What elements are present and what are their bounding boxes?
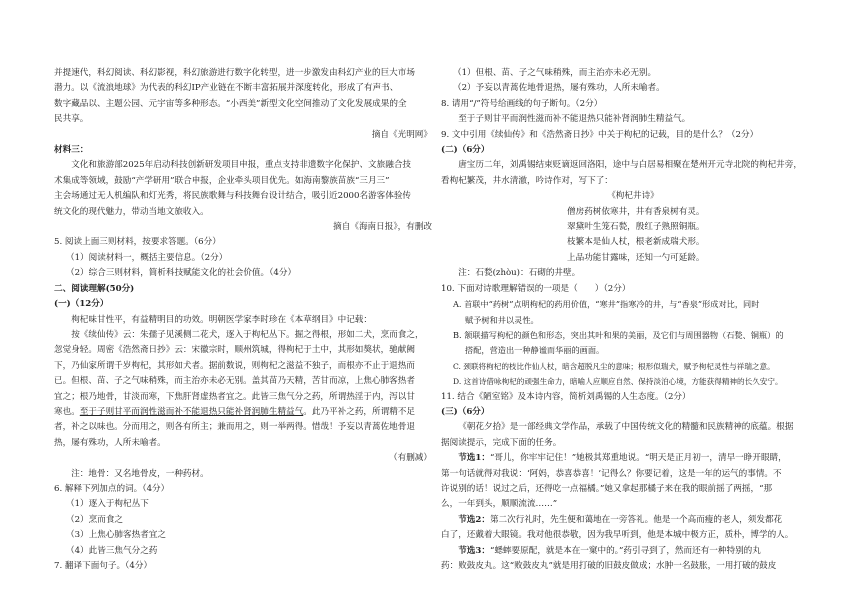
- passage-note: 注：地骨：又名地骨皮，一种药材。: [71, 468, 209, 479]
- question-6-item: （2）烹而食之: [66, 514, 124, 525]
- section-3-intro-line: 《朝花夕拾》是一部经典文学作品，承载了中国传统文化的精髓和民族精神的底蕴。根据: [458, 422, 794, 433]
- passage-text: 寒也。: [54, 406, 80, 417]
- excerpt-1-line: 许说别的话！说过之后，还得吃一点福橘。”她又拿起那橘子来在我的眼前摇了两摇，“那: [441, 483, 773, 494]
- question-7-2: （2）予妄以青蒿佐地骨退热，屡有殊功，人所未喻者。: [453, 83, 665, 94]
- question-6: 6. 解释下列加点的词。（4分）: [54, 483, 170, 494]
- right-column: [441, 66, 825, 574]
- question-7: 7. 翻译下面句子。（4分）: [54, 561, 153, 571]
- left-column: [54, 66, 436, 574]
- passage-source: （有删减）: [389, 453, 432, 464]
- question-11: 11. 结合《陋室铭》及本诗内容，简析刘禹锡的人生态度。（2分）: [441, 391, 691, 402]
- passage-line: 下，乃仙家所谓千岁枸杞，其形如犬者。据前数说，则枸杞之滋益不独子，而根亦不止于退热而: [54, 360, 415, 371]
- passage-line: 忽觉身轻。周密《浩然斋日抄》云：宋徽宗时，顺州筑城，得枸杞于土中，其形如獒状，驰献阙: [54, 345, 415, 356]
- question-10-option-b: B. 颔联描写枸杞的颜色和形态，突出其叶和果的美丽，及它们与周围器物（石甃、铜瓶）的: [453, 329, 784, 340]
- poem-line: 上品功能甘露味，还知一勺可延龄。: [567, 252, 705, 263]
- material3-line: 统文化的现代魅力，带动当地文旅收入。: [54, 206, 209, 217]
- question-10-option-b-cont: 搭配，营造出一种静谧而华丽的画面。: [465, 345, 605, 356]
- section-3-intro-line: 据阅读提示，完成下面的任务。: [441, 437, 562, 448]
- question-10-option-a-cont: 赋予树和井以灵性。: [465, 314, 539, 325]
- material3-line: 主会场通过无人机编队和灯光秀，将民族歌舞与科技舞台设计结合，吸引近2000名游客体验传: [54, 191, 412, 202]
- question-9: 9. 文中引用《续仙传》和《浩然斋日抄》中关于枸杞的记载，目的是什么？（2分）: [441, 129, 759, 140]
- passage-line: 宜之；根乃地骨，甘淡而寒，下焦肝肾虚热者宜之。此皆三焦气分之药，所谓热淫于内，泻以甘: [54, 391, 415, 402]
- passage-line: 者，补之以味也。分而用之，则各有所主；兼而用之，则一举两得。惜哉！予妄以青蒿佐地骨退: [54, 422, 415, 433]
- passage-line: 热，屡有殊功，人所未喻者。: [54, 437, 166, 448]
- poem-line: 翠黛叶生笼石甃，殷红子熟照铜瓶。: [567, 222, 705, 233]
- excerpt-3-line: 药：败鼓皮丸。这“败鼓皮丸”就是用打破的旧鼓皮做成；水肿一名鼓胀，一用打破的鼓皮: [441, 561, 777, 571]
- excerpt-2-label: 节选2：: [458, 514, 490, 525]
- question-10-option-d: D. 这首诗借咏枸杞的顽强生命力，暗喻人应顺应自然、保持淡泊心境，方能获得精神的长久安宁。: [453, 377, 783, 387]
- question-8: 8. 请用“/”符号给画线的句子断句。（2分）: [441, 98, 603, 109]
- material2-source: 摘自《光明网》: [371, 129, 432, 140]
- excerpt-1-line: 第一句话就得对我说：‘阿妈，恭喜恭喜！’记得么？你要记着，这是一年的运气的事情。不: [441, 468, 782, 479]
- material2-tail-line: 潜力。以《流浪地球》为代表的科幻IP产业链在不断丰富拓展并深度转化，形成了有声书、: [54, 83, 399, 94]
- material3-line: 文化和旅游部2025年启动科技创新研发项目申报，重点支持非遗数字化保护、文旅融合技: [71, 160, 412, 171]
- question-10-option-a: A. 首联中“药树”点明枸杞的药用价值，“寒井”指寒冷的井，与“香泉”形成对比，同时: [453, 299, 760, 310]
- material3-title: 材料三：: [54, 145, 89, 156]
- question-10-option-c: C. 颈联将枸杞的枝比作仙人杖，暗含超脱凡尘的意味；根形似瑞犬，赋予枸杞灵性与祥瑞之意。: [453, 361, 775, 371]
- subsection-3-heading: (三)（6分）: [441, 406, 490, 417]
- question-7-1: （1）但根、苗、子之气味稍殊，而主治亦未必无别。: [453, 68, 657, 78]
- underlined-sentence: 至于子则甘平而润性滋而补不能退热只能补肾润肺生精益气: [79, 406, 304, 417]
- excerpt-2-line: 白了，还戴着大眼镜。我对他很恭敬，因为我早听到，他是本城中极方正，质朴，博学的人。: [441, 530, 794, 541]
- excerpt-3-line: [441, 544, 825, 559]
- passage-line: 按《续仙传》云：朱孺子见溪侧二花犬，逐入于枸杞丛下。掘之得根，形如二犬，烹而食之，: [71, 329, 424, 340]
- material3-source: 摘自《海南日报》，有删改: [333, 222, 432, 233]
- passage-text: 。此乃平补之药，所谓精不足: [303, 406, 415, 417]
- passage-intro: 枸杞味甘性平，有益精明目的功效。明朝医学家李时珍在《本草纲目》中记载：: [71, 314, 372, 325]
- poem-title: 《枸杞井诗》: [607, 191, 659, 202]
- passage-line: 已。但根、苗、子之气味稍殊，而主治亦未必无别。盖其苗乃天精，苦甘而凉，上焦心肺客热者: [54, 376, 415, 387]
- question-6-item: （1）逐入于枸杞丛下: [66, 499, 149, 510]
- material2-tail-line: 数字藏品以、主题公园、元宇宙等多种形态。“小西美”新型文化空间推动了文化发展成果的全: [54, 98, 407, 109]
- question-8-text: 至于子则甘平而润性滋而补不能退热只能补肾润肺生精益气。: [458, 114, 691, 125]
- excerpt-2-line: [441, 513, 825, 528]
- excerpt-1-line: 么，一年到头，顺顺流流……”: [441, 499, 558, 510]
- excerpt-1-line: [441, 451, 825, 466]
- material3-line: 术集成等领域，鼓励“产学研用”联合申报，企业牵头项目优先。如海南黎族苗族“三月三”: [54, 175, 390, 186]
- poem-intro-line: 唐宝历二年，刘禹锡结束贬谪返回洛阳，途中与白居易相聚在楚州开元寺北院的枸杞井旁，: [458, 160, 802, 171]
- excerpt-3-label: 节选3：: [458, 545, 490, 556]
- excerpt-1-label: 节选1：: [458, 453, 490, 464]
- poem-line: 枝繁本是仙人杖，根老新成瑞犬形。: [567, 237, 705, 248]
- question-6-item: （3）上焦心肺客热者宜之: [66, 530, 166, 541]
- question-10: 10. 下面对诗歌理解错误的一项是（ ）（2分）: [441, 283, 631, 294]
- question-5-1: （1）阅读材料一，概括主要信息。（2分）: [66, 252, 228, 263]
- section-2-heading: 二、阅读理解(50分): [54, 283, 135, 294]
- passage-line: [54, 405, 436, 420]
- excerpt-3-text: “蟋蟀要原配，就是本在一窠中的。”药引寻到了，然而还有一种特别的丸: [489, 545, 761, 556]
- subsection-1-heading: (一)（12分）: [54, 299, 109, 310]
- subsection-2-heading: (二)（6分）: [441, 145, 490, 156]
- material2-tail-line: 并提速代，科幻阅读、科幻影视，科幻旅游进行数字化转型，进一步激发由科幻产业的巨大市场: [54, 68, 415, 78]
- poem-note: 注：石甃(zhòu)：石砌的井壁。: [458, 268, 581, 279]
- question-5: 5. 阅读上面三则材料，按要求答题。（6分）: [54, 237, 221, 248]
- question-5-2: （2）综合三则材料，简析科技赋能文化的社会价值。（4分）: [66, 268, 297, 279]
- question-6-item: （4）此皆三焦气分之药: [66, 545, 158, 556]
- excerpt-2-text: 第二次行礼时，先生便和蔼地在一旁答礼。他是一个高而瘦的老人，须发都花: [489, 514, 783, 525]
- excerpt-1-text: “哥儿，你牢牢记住！”她极其郑重地说。“明天是正月初一，清早一睁开眼睛，: [489, 453, 787, 464]
- material2-tail-line: 民共享。: [54, 114, 89, 125]
- poem-intro-line: 看枸杞繁茂，井水清澈，吟诗作对，写下了：: [441, 175, 613, 186]
- poem-line: 僧房药树依寒井，井有香泉树有灵。: [567, 206, 705, 217]
